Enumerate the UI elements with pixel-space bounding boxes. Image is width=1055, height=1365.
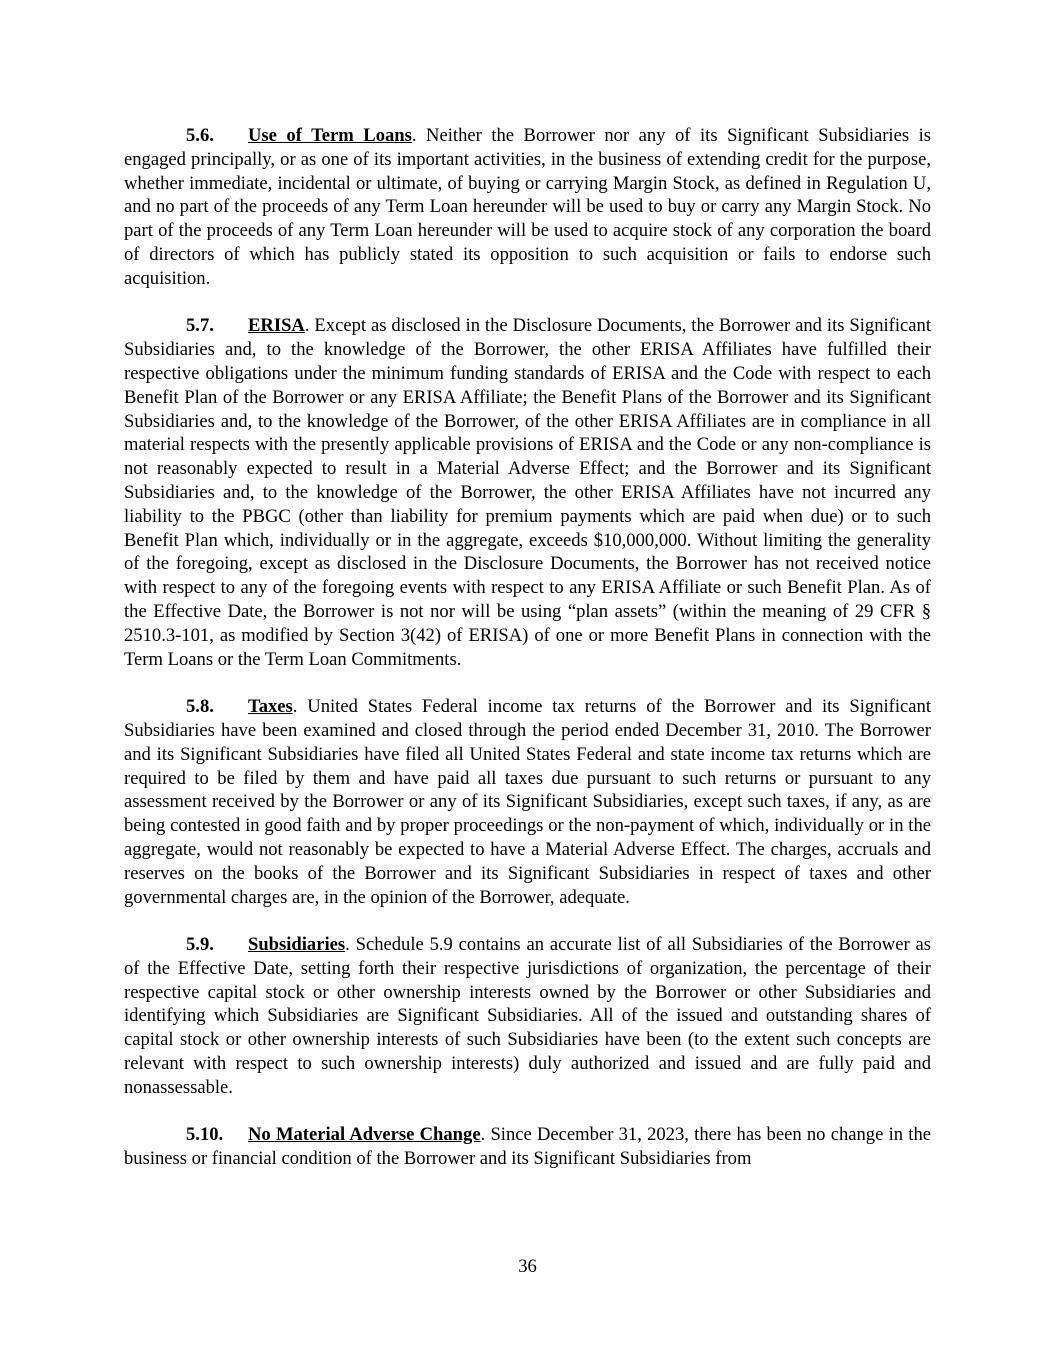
section-5-9 [124, 933, 931, 1100]
section-5-10 [124, 1123, 931, 1171]
page-number: 36 [518, 1256, 537, 1277]
section-5-7 [124, 314, 931, 671]
section-heading: ERISA [248, 315, 305, 337]
section-body: . United States Federal income tax returns of the Borrower and its Significant Subsidiaries have been examined and closed through the period ended December 31, 2010. The Borrower and its Significant Subsidiaries have filed all United States Federal and state income tax returns which are required to be filed by them and have paid all taxes due pursuant to such returns or pursuant to any assessment received by the Borrower or any of its Significant Subsidiaries, except such taxes, if any, as are being contested in good faith and by proper proceedings or the non-payment of which, individually or in the aggregate, would not reasonably be expected to have a Material Adverse Effect. The charges, accruals and reserves on the books of the Borrower and its Significant Subsidiaries in respect of taxes and other governmental charges are, in the opinion of the Borrower, adequate. [124, 696, 931, 908]
section-body: . Neither the Borrower nor any of its Significant Subsidiaries is engaged principally, or as one of its important activities, in the business of extending credit for the purpose, whether immediate, incidental or ultimate, of buying or carrying Margin Stock, as defined in Regulation U, and no part of the proceeds of any Term Loan hereunder will be used to buy or carry any Margin Stock. No part of the proceeds of any Term Loan hereunder will be used to acquire stock of any corporation the board of directors of which has publicly stated its opposition to such acquisition or fails to endorse such acquisition. [124, 125, 932, 289]
section-body: . Except as disclosed in the Disclosure Documents, the Borrower and its Significant Subsidiaries and, to the knowledge of the Borrower, the other ERISA Affiliates have fulfilled their respective obligations under the minimum funding standards of ERISA and the Code with respect to each Benefit Plan of the Borrower or any ERISA Affiliate; the Benefit Plans of the Borrower and its Significant Subsidiaries and, to the knowledge of the Borrower, of the other ERISA Affiliates are in compliance in all material respects with the presently applicable provisions of ERISA and the Code or any non-compliance is not reasonably expected to result in a Material Adverse Effect; and the Borrower and its Significant Subsidiaries and, to the knowledge of the Borrower, the other ERISA Affiliates have not incurred any liability to the PBGC (other than liability for premium payments which are paid when due) or to such Benefit Plan which, individually or in the aggregate, exceeds $10,000,000. Without limiting the generality of the foregoing, except as disclosed in the Disclosure Documents, the Borrower has not received notice with respect to any of the foregoing events with respect to any ERISA Affiliate or such Benefit Plan. As of the Effective Date, the Borrower is not nor will be using “plan assets” (within the meaning of 29 CFR § 2510.3-101, as modified by Section 3(42) of ERISA) of one or more Benefit Plans in connection with the Term Loans or the Term Loan Commitments. [124, 315, 931, 670]
section-heading: Use of Term Loans [248, 125, 412, 146]
document-page [124, 124, 931, 1195]
section-heading: Taxes [248, 696, 293, 718]
section-heading: Subsidiaries [248, 934, 346, 956]
section-number: 5.8. [186, 696, 214, 718]
section-5-8 [124, 695, 931, 909]
section-heading: No Material Adverse Change [248, 1124, 481, 1146]
section-body: . Since December 31, 2023, there has been no change in the business or financial condition of the Borrower and its Significant Subsidiaries from [124, 1124, 931, 1170]
section-body: . Schedule 5.9 contains an accurate list of all Subsidiaries of the Borrower as of the Effective Date, setting forth their respective jurisdictions of organization, the percentage of their respective capital stock or other ownership interests owned by the Borrower or other Subsidiaries and identifying which Subsidiaries are Significant Subsidiaries. All of the issued and outstanding shares of capital stock or other ownership interests of such Subsidiaries have been (to the extent such concepts are relevant with respect to such ownership interests) duly authorized and issued and are fully paid and nonassessable. [124, 934, 931, 1098]
section-5-6 [124, 124, 931, 291]
section-number: 5.9. [186, 934, 214, 956]
section-number: 5.10. [186, 1124, 224, 1146]
section-number: 5.6. [186, 125, 214, 146]
section-number: 5.7. [186, 315, 214, 337]
